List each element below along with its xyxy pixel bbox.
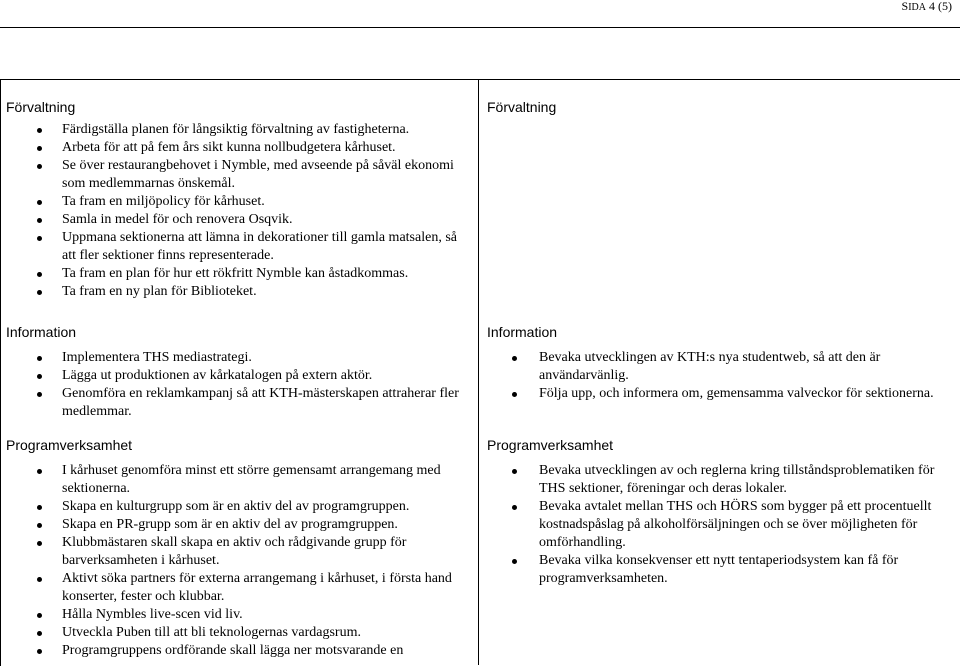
- right-programverksamhet-list: [487, 462, 945, 588]
- left-forvaltning-section: [6, 98, 474, 301]
- bullet-icon: [37, 631, 42, 636]
- list-item: [6, 139, 474, 157]
- bullet-icon: [37, 374, 42, 379]
- header-rule: [0, 27, 960, 28]
- list-item: [6, 642, 474, 660]
- bullet-icon: [512, 356, 517, 361]
- bullet-icon: [37, 649, 42, 654]
- list-item-text: Utveckla Puben till att bli teknologernas vardagsrum.: [62, 625, 361, 640]
- left-forvaltning-list: [6, 121, 474, 301]
- list-item: [6, 229, 474, 265]
- list-item-text: Färdigställa planen för långsiktig förvaltning av fastigheterna.: [62, 122, 410, 137]
- list-item: [6, 498, 474, 516]
- list-item: [6, 606, 474, 624]
- list-item: [6, 462, 474, 498]
- list-item: [487, 498, 945, 552]
- list-item: [6, 283, 474, 301]
- list-item-text: Skapa en PR-grupp som är en aktiv del av programgruppen.: [62, 517, 398, 532]
- list-item-text: Bevaka avtalet mellan THS och HÖRS som bygger på ett procentuellt kostnadspåslag på alkoholförsäljningen och se över möjligheten för omförhandling.: [539, 499, 932, 550]
- left-programverksamhet-list: [6, 462, 474, 660]
- bullet-icon: [37, 392, 42, 397]
- list-item: [6, 157, 474, 193]
- list-item: [6, 385, 474, 421]
- list-item-text: Bevaka utvecklingen av KTH:s nya studentweb, så att den är användarvänlig.: [539, 350, 881, 383]
- list-item-text: Bevaka utvecklingen av och reglerna kring tillståndsproblematiken för THS sektioner, föreningar och deras lokaler.: [539, 463, 935, 496]
- page-number: [902, 0, 952, 14]
- right-information-list: [487, 349, 945, 403]
- list-item: [487, 552, 945, 588]
- bullet-icon: [512, 559, 517, 564]
- list-item-text: Uppmana sektionerna att lämna in dekorationer till gamla matsalen, så att fler sektioner finns representerade.: [62, 230, 457, 263]
- list-item-text: Klubbmästaren skall skapa en aktiv och rådgivande grupp för barverksamheten i kårhuset.: [62, 535, 407, 568]
- bullet-icon: [37, 146, 42, 151]
- list-item: [6, 265, 474, 283]
- page-label-initial: S: [901, 0, 909, 13]
- list-item-text: Ta fram en miljöpolicy för kårhuset.: [62, 194, 265, 209]
- list-item: [6, 121, 474, 139]
- bullet-icon: [37, 218, 42, 223]
- bullet-icon: [37, 236, 42, 241]
- page-number-value: 4 (5): [929, 0, 952, 13]
- list-item-text: I kårhuset genomföra minst ett större gemensamt arrangemang med sektionerna.: [62, 463, 441, 496]
- list-item-text: Samla in medel för och renovera Osqvik.: [62, 212, 293, 227]
- list-item-text: Aktivt söka partners för externa arrangemang i kårhuset, i första hand konserter, fester och klubbar.: [62, 571, 452, 604]
- bullet-icon: [37, 200, 42, 205]
- right-programverksamhet-section: [487, 436, 945, 588]
- list-item-text: Programgruppens ordförande skall lägga ner motsvarande en: [62, 643, 404, 658]
- left-forvaltning-heading: Förvaltning: [6, 99, 76, 115]
- list-item-text: Följa upp, och informera om, gemensamma valveckor för sektionerna.: [539, 386, 934, 401]
- bullet-icon: [37, 523, 42, 528]
- list-item: [6, 534, 474, 570]
- left-programverksamhet-section: [6, 436, 474, 660]
- list-item-text: Bevaka vilka konsekvenser ett nytt tentaperiodsystem kan få för programverksamheten.: [539, 553, 899, 586]
- list-item-text: Hålla Nymbles live-scen vid liv.: [62, 607, 243, 622]
- bullet-icon: [512, 505, 517, 510]
- right-programverksamhet-heading: Programverksamhet: [487, 437, 614, 453]
- list-item-text: Se över restaurangbehovet i Nymble, med avseende på såväl ekonomi som medlemmarnas önskemål.: [62, 158, 454, 191]
- right-forvaltning-heading: Förvaltning: [487, 99, 557, 115]
- right-information-section: [487, 323, 945, 403]
- bullet-icon: [37, 505, 42, 510]
- list-item: [6, 349, 474, 367]
- list-item: [6, 193, 474, 211]
- bullet-icon: [37, 128, 42, 133]
- list-item-text: Lägga ut produktionen av kårkatalogen på extern aktör.: [62, 368, 373, 383]
- right-information-heading: Information: [487, 324, 558, 340]
- bullet-icon: [512, 469, 517, 474]
- list-item-text: Ta fram en ny plan för Biblioteket.: [62, 284, 257, 299]
- list-item: [6, 211, 474, 229]
- list-item-text: Arbeta för att på fem års sikt kunna nollbudgetera kårhuset.: [62, 140, 396, 155]
- bullet-icon: [37, 577, 42, 582]
- list-item: [6, 570, 474, 606]
- list-item: [487, 462, 945, 498]
- left-information-section: [6, 323, 474, 421]
- bullet-icon: [512, 392, 517, 397]
- bullet-icon: [37, 356, 42, 361]
- list-item: [6, 367, 474, 385]
- list-item: [487, 349, 945, 385]
- left-information-list: [6, 349, 474, 421]
- list-item: [6, 516, 474, 534]
- list-item: [487, 385, 945, 403]
- list-item: [6, 624, 474, 642]
- list-item-text: Genomföra en reklamkampanj så att KTH-mästerskapen attraherar fler medlemmar.: [62, 386, 459, 419]
- left-information-heading: Information: [6, 324, 77, 340]
- bullet-icon: [37, 469, 42, 474]
- bullet-icon: [37, 290, 42, 295]
- column-divider: [478, 79, 479, 665]
- page-label-rest: IDA: [908, 2, 926, 13]
- list-item-text: Ta fram en plan för hur ett rökfritt Nymble kan åstadkommas.: [62, 266, 409, 281]
- right-forvaltning-section: [487, 98, 945, 116]
- bullet-icon: [37, 541, 42, 546]
- left-programverksamhet-heading: Programverksamhet: [6, 437, 133, 453]
- bullet-icon: [37, 164, 42, 169]
- bullet-icon: [37, 272, 42, 277]
- list-item-text: Implementera THS mediastrategi.: [62, 350, 252, 365]
- list-item-text: Skapa en kulturgrupp som är en aktiv del av programgruppen.: [62, 499, 410, 514]
- bullet-icon: [37, 613, 42, 618]
